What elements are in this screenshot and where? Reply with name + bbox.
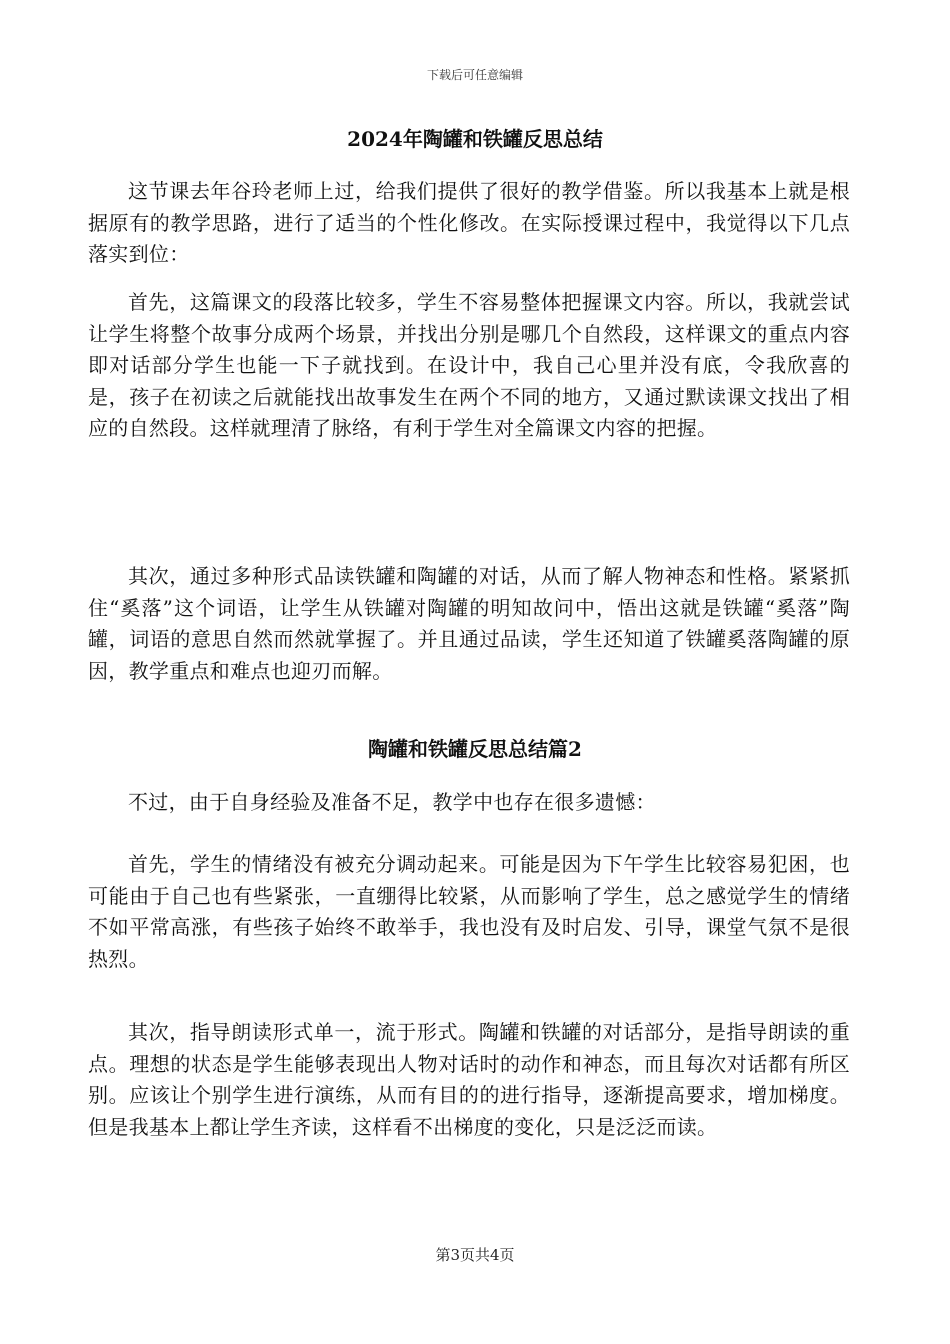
paragraph-2: 首先，这篇课文的段落比较多，学生不容易整体把握课文内容。所以，我就尝试让学生将整个故事分成两个场景，并找出分别是哪几个自然段，这样课文的重点内容即对话部分学生也能一下子就找到。在设计中，我自己心里并没有底，令我欣喜的是，孩子在初读之后就能找出故事发生在两个不同的地方，又通过默读课文找出了相应的自然段。这样就理清了脉络，有利于学生对全篇课文内容的把握。 xyxy=(88,290,850,440)
paragraph-3: 其次，通过多种形式品读铁罐和陶罐的对话，从而了解人物神态和性格。紧紧抓住“奚落”这个词语，让学生从铁罐对陶罐的明知故问中，悟出这就是铁罐“奚落”陶罐，词语的意思自然而然就掌握了。并且通过品读，学生还知道了铁罐奚落陶罐的原因，教学重点和难点也迎刃而解。 xyxy=(88,564,850,683)
paragraph-6: 其次，指导朗读形式单一，流于形式。陶罐和铁罐的对话部分，是指导朗读的重点。理想的状态是学生能够表现出人物对话时的动作和神态，而且每次对话都有所区别。应该让个别学生进行演练，从而有目的的进行指导，逐渐提高要求，增加梯度。但是我基本上都让学生齐读，这样看不出梯度的变化，只是泛泛而读。 xyxy=(88,1020,850,1139)
page-number-footer: 第3页共4页 xyxy=(435,1246,515,1264)
paragraph-4: 不过，由于自身经验及准备不足，教学中也存在很多遗憾： xyxy=(128,790,656,814)
section-2-title: 陶罐和铁罐反思总结篇2 xyxy=(368,737,582,761)
document-title: 2024年陶罐和铁罐反思总结 xyxy=(347,127,603,151)
paragraph-1: 这节课去年谷玲老师上过，给我们提供了很好的教学借鉴。所以我基本上就是根据原有的教学思路，进行了适当的个性化修改。在实际授课过程中，我觉得以下几点落实到位： xyxy=(88,179,850,266)
paragraph-5: 首先，学生的情绪没有被充分调动起来。可能是因为下午学生比较容易犯困，也可能由于自己也有些紧张，一直绷得比较紧，从而影响了学生，总之感觉学生的情绪不如平常高涨，有些孩子始终不敢举手，我也没有及时启发、引导，课堂气氛不是很热烈。 xyxy=(88,852,850,971)
header-note: 下载后可任意编辑 xyxy=(426,68,523,82)
